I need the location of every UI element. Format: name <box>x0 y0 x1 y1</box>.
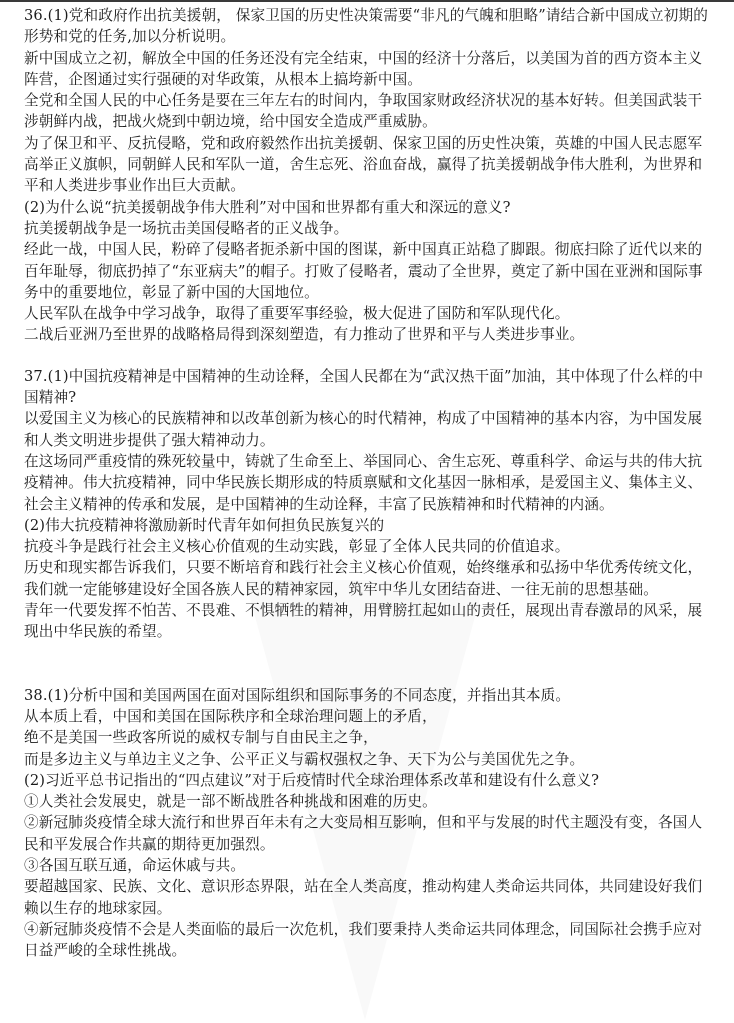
answer-paragraph: 抗美援朝战争是一场抗击美国侵略者的正义战争。 <box>24 219 349 237</box>
answer-paragraph: ③各国互联互通，命运休戚与共。 <box>24 856 246 874</box>
answer-paragraph: 抗疫斗争是践行社会主义核心价值观的生动实践，彰显了全体人民共同的价值追求。 <box>24 538 570 556</box>
question-prompt: (2)伟大抗疫精神将激励新时代青年如何担负民族复兴的 <box>24 516 385 534</box>
question-38 <box>24 685 714 962</box>
answer-paragraph: 青年一代要发挥不怕苦、不畏难、不惧牺牲的精神，用臂膀扛起如山的责任，展现出青春激昂的风采，展现出中华民族的希望。 <box>24 602 703 641</box>
top-border-rule <box>0 0 734 2</box>
question-prompt: 36.(1)党和政府作出抗美援朝， 保家卫国的历史性决策需要“非凡的气魄和胆略”请结合新中国成立初期的形势和党的任务,加以分析说明。 <box>24 7 709 46</box>
section-spacer <box>24 643 714 685</box>
answer-paragraph: 全党和全国人民的中心任务是要在三年左右的时间内，争取国家财政经济状况的基本好转。但美国武装干涉朝鲜内战，把战火烧到中朝边境，给中国安全造成严重威胁。 <box>24 92 703 131</box>
question-37 <box>24 366 714 643</box>
answer-paragraph: 从本质上看，中国和美国在国际秩序和全球治理问题上的矛盾， <box>24 707 437 725</box>
answer-paragraph: ②新冠肺炎疫情全球大流行和世界百年未有之大变局相互影响，但和平与发展的时代主题没有变，各国人民和平发展合作共赢的期待更加强烈。 <box>24 814 703 853</box>
question-prompt: (2)为什么说“抗美援朝战争伟大胜利”对中国和世界都有重大和深远的意义? <box>24 198 511 216</box>
answer-paragraph: 二战后亚洲乃至世界的战略格局得到深刻塑造，有力推动了世界和平与人类进步事业。 <box>24 326 585 344</box>
answer-paragraph: ①人类社会发展史，就是一部不断战胜各种挑战和困难的历史。 <box>24 793 437 811</box>
answer-paragraph: 经此一战，中国人民，粉碎了侵略者扼杀新中国的图谋，新中国真正站稳了脚跟。彻底扫除了近代以来的百年耻辱，彻底扔掉了“东亚病夫”的帽子。打败了侵略者，震动了全世界，奠定了新中国在亚洲和国际事务中的重要地位，彰显了新中国的大国地位。 <box>24 241 703 301</box>
answer-paragraph: ④新冠肺炎疫情不会是人类面临的最后一次危机，我们要秉持人类命运共同体理念，同国际社会携手应对日益严峻的全球性挑战。 <box>24 920 703 960</box>
answer-paragraph: 历史和现实都告诉我们，只要不断培育和践行社会主义核心价值观，始终继承和弘扬中华优秀传统文化，我们就一定能够建设好全国各族人民的精神家园，筑牢中华儿女团结奋进、一往无前的思想基础。 <box>24 559 703 598</box>
question-prompt: 38.(1)分析中国和美国两国在面对国际组织和国际事务的不同态度，并指出其本质。 <box>24 686 571 704</box>
answer-paragraph: 绝不是美国一些政客所说的威权专制与自由民主之争， <box>24 729 378 747</box>
answer-paragraph: 人民军队在战争中学习战争，取得了重要军事经验，极大促进了国防和军队现代化。 <box>24 305 570 323</box>
answer-paragraph: 要超越国家、民族、文化、意识形态界限，站在全人类高度，推动构建人类命运共同体，共同建设好我们赖以生存的地球家园。 <box>24 878 703 917</box>
answer-paragraph: 为了保卫和平、反抗侵略，党和政府毅然作出抗美援朝、保家卫国的历史性决策，英雄的中国人民志愿军高举正义旗帜，同朝鲜人民和军队一道，舍生忘死、浴血奋战，赢得了抗美援朝战争伟大胜利，为世界和平和人类进步事业作出巨大贡献。 <box>24 134 703 195</box>
answer-paragraph: 在这场同严重疫情的殊死较量中，铸就了生命至上、举国同心、舍生忘死、尊重科学、命运与共的伟大抗疫精神。伟大抗疫精神，同中华民族长期形成的特质禀赋和文化基因一脉相承，是爱国主义、集体主义、社会主义精神的传承和发展，是中国精神的生动诠释，丰富了民族精神和时代精神的内涵。 <box>24 452 703 513</box>
question-36 <box>24 5 714 346</box>
answer-paragraph: 以爱国主义为核心的民族精神和以改革创新为核心的时代精神，构成了中国精神的基本内容，为中国发展和人类文明进步提供了强大精神动力。 <box>24 410 703 449</box>
question-prompt: (2)习近平总书记指出的“四点建议”对于后疫情时代全球治理体系改革和建设有什么意义? <box>24 771 600 789</box>
document-body <box>24 5 714 961</box>
question-prompt: 37.(1)中国抗疫精神是中国精神的生动诠释，全国人民都在为“武汉热干面”加油，其中体现了什么样的中国精神? <box>24 367 704 407</box>
answer-paragraph: 新中国成立之初，解放全中国的任务还没有完全结束，中国的经济十分落后，以美国为首的西方资本主义阵营，企图通过实行强硬的对华政策，从根本上搞垮新中国。 <box>24 49 703 88</box>
section-spacer <box>24 346 714 366</box>
answer-paragraph: 而是多边主义与单边主义之争、公平正义与霸权强权之争、天下为公与美国优先之争。 <box>24 750 585 768</box>
